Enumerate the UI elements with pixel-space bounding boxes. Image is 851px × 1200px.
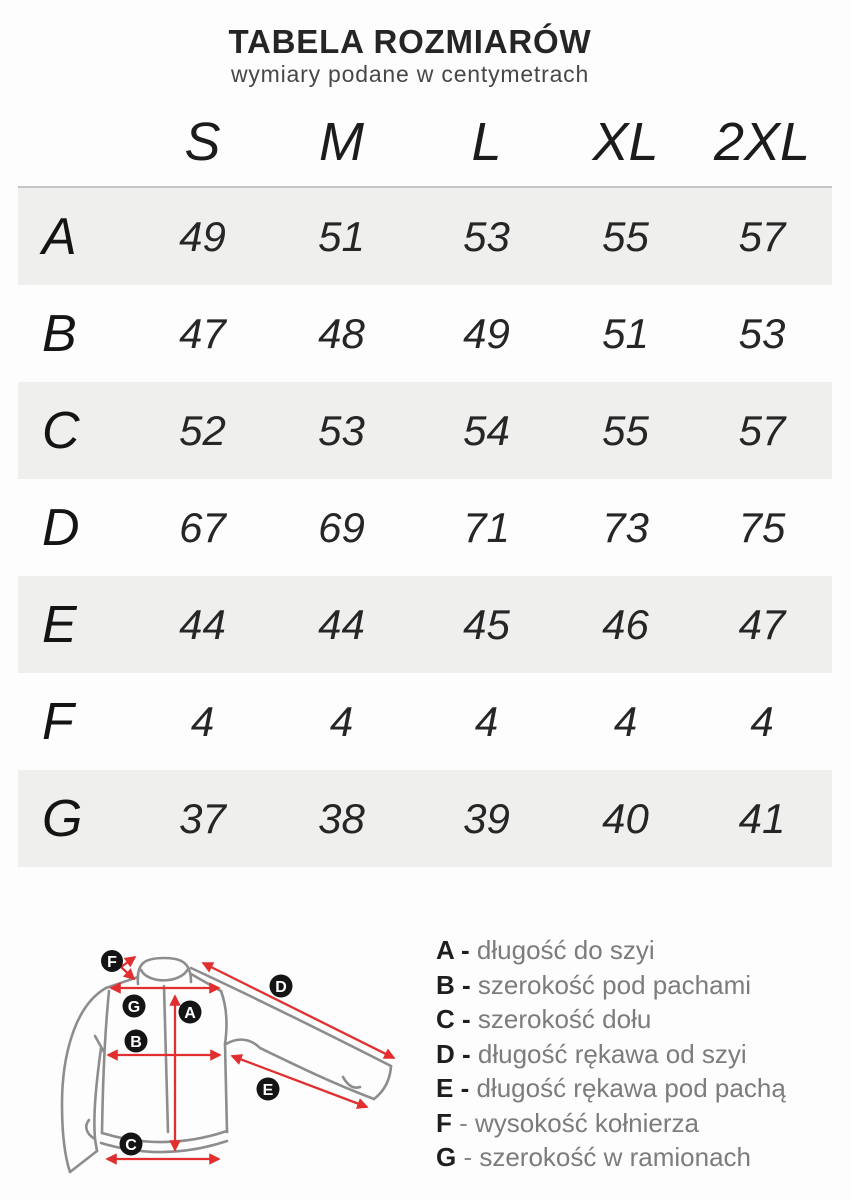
legend-letter: D	[436, 1038, 455, 1069]
table-row-G	[18, 770, 832, 867]
size-value: 44	[179, 600, 226, 648]
table-row-A	[18, 188, 832, 285]
legend-text: wysokość kołnierza	[475, 1107, 699, 1138]
legend-separator: -	[454, 969, 478, 1000]
size-col-header: M	[319, 112, 364, 172]
size-value: 51	[318, 212, 365, 260]
legend-text: szerokość w ramionach	[479, 1142, 751, 1172]
legend-letter: A	[436, 935, 454, 965]
badge-G-label: G	[127, 999, 141, 1016]
page-subtitle: wymiary podane w centymetrach	[230, 61, 590, 88]
size-value: 38	[318, 794, 365, 842]
size-value: 57	[738, 406, 786, 454]
size-value: 4	[190, 697, 215, 745]
legend-text: długość rękawa pod pachą	[476, 1073, 786, 1103]
table-row-E	[18, 576, 832, 673]
badge-B-label: B	[130, 1034, 142, 1051]
legend-text: długość rękawa od szyi	[477, 1038, 747, 1069]
legend-item-G	[436, 1140, 786, 1175]
badge-D-label: D	[275, 979, 287, 996]
row-label: E	[42, 595, 77, 654]
size-value: 69	[318, 503, 365, 551]
right-cuff-notch	[343, 1077, 360, 1088]
badge-A-label: A	[184, 1005, 196, 1022]
size-value: 53	[738, 309, 786, 357]
size-col-header: 2XL	[713, 112, 811, 172]
size-value: 4	[750, 697, 774, 745]
size-value: 71	[463, 503, 510, 551]
legend-text: długość do szyi	[476, 935, 655, 965]
row-label: A	[42, 207, 77, 266]
size-value: 57	[738, 212, 786, 260]
size-table	[18, 98, 832, 867]
size-value: 41	[738, 794, 786, 842]
row-label: C	[42, 401, 80, 460]
size-value: 39	[463, 794, 510, 842]
zip-line	[164, 986, 168, 1132]
size-value: 67	[179, 503, 226, 551]
left-body-edge	[102, 991, 109, 1133]
size-value: 44	[318, 600, 365, 648]
size-value: 49	[463, 309, 510, 357]
legend-item-E	[436, 1071, 786, 1106]
measure-line-D	[203, 963, 394, 1058]
row-label: B	[42, 304, 77, 363]
size-value: 53	[463, 212, 510, 260]
size-value: 49	[179, 212, 226, 260]
legend-separator: -	[451, 1107, 475, 1138]
header	[0, 24, 820, 88]
size-col-header: S	[184, 112, 221, 172]
badge-C-label: C	[125, 1137, 137, 1154]
row-label: F	[42, 692, 74, 751]
measure-arrow-F-lower	[121, 967, 134, 979]
size-value: 4	[329, 697, 354, 745]
left-cuff	[70, 1151, 97, 1172]
collar-neckline	[141, 969, 188, 980]
size-col-header: L	[471, 112, 502, 172]
badge-F-label: F	[107, 954, 117, 971]
left-sleeve-outer	[62, 988, 106, 1172]
legend-item-A	[436, 933, 786, 968]
size-value: 37	[179, 794, 226, 842]
legend-text: szerokość pod pachami	[477, 969, 752, 1000]
row-label: G	[42, 789, 83, 848]
legend-separator: -	[456, 1142, 480, 1172]
legend-item-F	[436, 1106, 786, 1141]
size-value: 73	[602, 503, 649, 551]
size-value: 4	[613, 697, 638, 745]
size-value: 55	[602, 406, 649, 454]
size-table-rows	[18, 188, 832, 867]
size-table-header	[18, 98, 832, 186]
jacket-outline	[62, 958, 391, 1172]
legend-letter: E	[436, 1073, 454, 1103]
size-value: 51	[602, 309, 649, 357]
legend-item-C	[436, 1002, 786, 1037]
row-label: D	[42, 498, 80, 557]
legend-letter: G	[436, 1142, 457, 1172]
page-title: TABELA ROZMIARÓW	[228, 23, 592, 60]
legend-text: szerokość dołu	[477, 1004, 652, 1034]
size-value: 45	[463, 600, 510, 648]
size-value: 4	[474, 697, 499, 745]
size-value: 46	[602, 600, 649, 648]
size-value: 53	[318, 406, 365, 454]
table-row-F	[18, 673, 832, 770]
jacket-measurement-diagram	[30, 915, 430, 1200]
legend-letter: C	[436, 1004, 455, 1034]
size-value: 75	[738, 503, 786, 551]
size-value: 55	[602, 212, 649, 260]
right-cuff	[374, 1066, 391, 1099]
measure-arrow-F-upper	[121, 957, 135, 967]
table-row-D	[18, 479, 832, 576]
size-value: 47	[738, 600, 786, 648]
table-row-C	[18, 382, 832, 479]
right-body-edge	[225, 1044, 227, 1132]
legend-separator: -	[453, 1073, 477, 1103]
size-value: 54	[463, 406, 510, 454]
size-value: 52	[179, 406, 226, 454]
measurement-lines	[107, 957, 394, 1159]
badge-E-label: E	[262, 1082, 274, 1099]
legend-separator: -	[454, 1038, 478, 1069]
legend-separator: -	[453, 935, 477, 965]
right-sleeve-lower	[226, 1040, 374, 1099]
size-value: 48	[318, 309, 365, 357]
left-sleeve-inner	[94, 1048, 101, 1151]
legend-letter: B	[436, 969, 455, 1000]
legend-item-D	[436, 1037, 786, 1072]
measurement-legend	[436, 933, 786, 1175]
right-armhole	[221, 991, 226, 1044]
table-row-B	[18, 285, 832, 382]
size-col-header: XL	[592, 112, 659, 172]
size-value: 40	[602, 794, 649, 842]
legend-item-B	[436, 968, 786, 1003]
legend-letter: F	[436, 1107, 452, 1138]
legend-separator: -	[454, 1004, 478, 1034]
size-value: 47	[179, 309, 226, 357]
